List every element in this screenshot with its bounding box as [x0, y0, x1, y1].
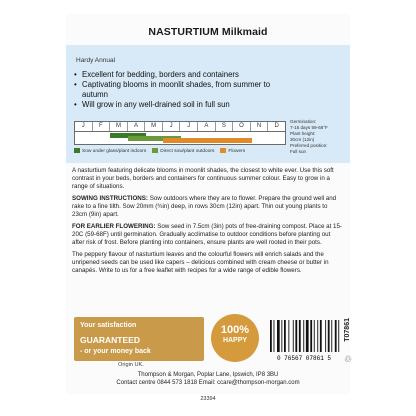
legend-swatch — [74, 148, 80, 153]
sowing-calendar — [74, 121, 286, 154]
month-label: D — [274, 123, 279, 129]
barcode-digits: 0 76567 07861 5 — [276, 355, 332, 362]
barcode — [266, 318, 342, 362]
recycle-icon: ♲ — [344, 354, 353, 364]
month-label: A — [128, 122, 146, 131]
calendar-legend — [74, 148, 286, 154]
guarantee-line3: - or your money back — [80, 348, 151, 355]
product-code: T07861 — [344, 318, 351, 342]
spec-value: 7-15 days 59-68°F — [290, 125, 328, 130]
spec-value: Full sun — [290, 149, 307, 154]
month-label: S — [216, 122, 234, 131]
guarantee-line2: GUARANTEED — [80, 335, 140, 345]
seed-packet-back — [66, 14, 353, 394]
month-header — [74, 121, 286, 132]
origin-text: Origin UK. — [118, 362, 144, 368]
legend-swatch — [220, 148, 226, 153]
spec-label: Preferred position: — [290, 143, 328, 148]
catalog-number: 23394 — [200, 396, 216, 402]
month-label: J — [180, 122, 198, 131]
happy-badge — [211, 314, 259, 362]
calendar-bar-flowers — [163, 138, 251, 143]
month-label: F — [93, 122, 111, 131]
sowing-paragraph — [72, 195, 344, 219]
month-label: J — [75, 122, 93, 131]
legend-flowers — [220, 148, 245, 154]
company-address — [66, 371, 350, 387]
badge-word: HAPPY — [222, 337, 248, 344]
info-panel — [66, 45, 350, 163]
legend-label: Direct sow/plant outdoors — [160, 148, 215, 154]
intro-paragraph: A nasturtium featuring delicate blooms in moonlit shades, the closest to white ever. Use this soft contrast in your beds, borders and containers for continuous summer colour. Easy to grow in a range of situations. — [72, 167, 334, 190]
badge-percent: 100% — [220, 324, 250, 336]
spec-label: Plant height: — [290, 131, 316, 136]
month-label: O — [233, 122, 251, 131]
feature-list — [74, 70, 274, 110]
spec-label: Germination: — [290, 119, 317, 124]
barcode-icon — [266, 318, 342, 362]
calendar-bars — [74, 132, 286, 145]
spec-value: 30cm (12in) — [290, 137, 315, 142]
plant-specs — [290, 119, 346, 155]
legend-label: Flowers — [228, 148, 246, 154]
sowing-heading: SOWING INSTRUCTIONS: — [72, 195, 148, 202]
sowing-text: Sow outdoors where they are to flower. Prepare the ground well and rake to a fine tilth. Sow 20mm (¾in) deep, in rows 30cm (12in) apart. Thin out young plants to 23cm (9in) apart. — [72, 195, 337, 218]
description — [72, 167, 344, 279]
flavour-paragraph: The peppery flavour of nasturtium leaves and the colourful flowers will enrich salads and the unripened seeds can be used like capers – delicious combined with cream cheese or butter in canapés. Write to us for a free leaflet with recipes for a wide range of edible flowers. — [72, 251, 329, 274]
feature-item: • Captivating blooms in moonlit shades, from summer to autumn — [74, 80, 274, 100]
legend-swatch — [152, 148, 158, 153]
feature-item: • Excellent for bedding, borders and containers — [74, 70, 274, 80]
month-label: A — [198, 122, 216, 131]
guarantee-line1: Your satisfaction — [80, 322, 137, 329]
early-paragraph — [72, 223, 344, 247]
feature-item: • Will grow in any well-drained soil in full sun — [74, 100, 274, 110]
early-text: Sow seed in 7.5cm (3in) pots of free-draining compost. Place at 15-20C (59-68F) until germination. Gradually acclimatise to outdoor conditions before planting out after risk of frost. Before planting into containers, ensure plants are well rooted in their pots. — [72, 223, 342, 246]
guarantee-banner — [74, 317, 204, 361]
legend-direct-sow — [152, 148, 214, 154]
contact-line: Contact centre 0844 573 1818 Email: ccare@thompson-morgan.com — [116, 380, 300, 386]
product-title: NASTURTIUM Milkmaid — [148, 26, 268, 38]
plant-type: Hardy Annual — [76, 57, 116, 64]
legend-sow-indoors — [74, 148, 146, 154]
month-label: M — [145, 122, 163, 131]
early-heading: FOR EARLIER FLOWERING: — [72, 223, 156, 230]
month-label: N — [251, 122, 269, 131]
month-label: J — [163, 122, 181, 131]
address-line: Thompson & Morgan, Poplar Lane, Ipswich, IP8 3BU — [137, 372, 279, 378]
month-label: M — [110, 122, 128, 131]
legend-label: Sow under glass/plant indoors — [82, 148, 147, 154]
